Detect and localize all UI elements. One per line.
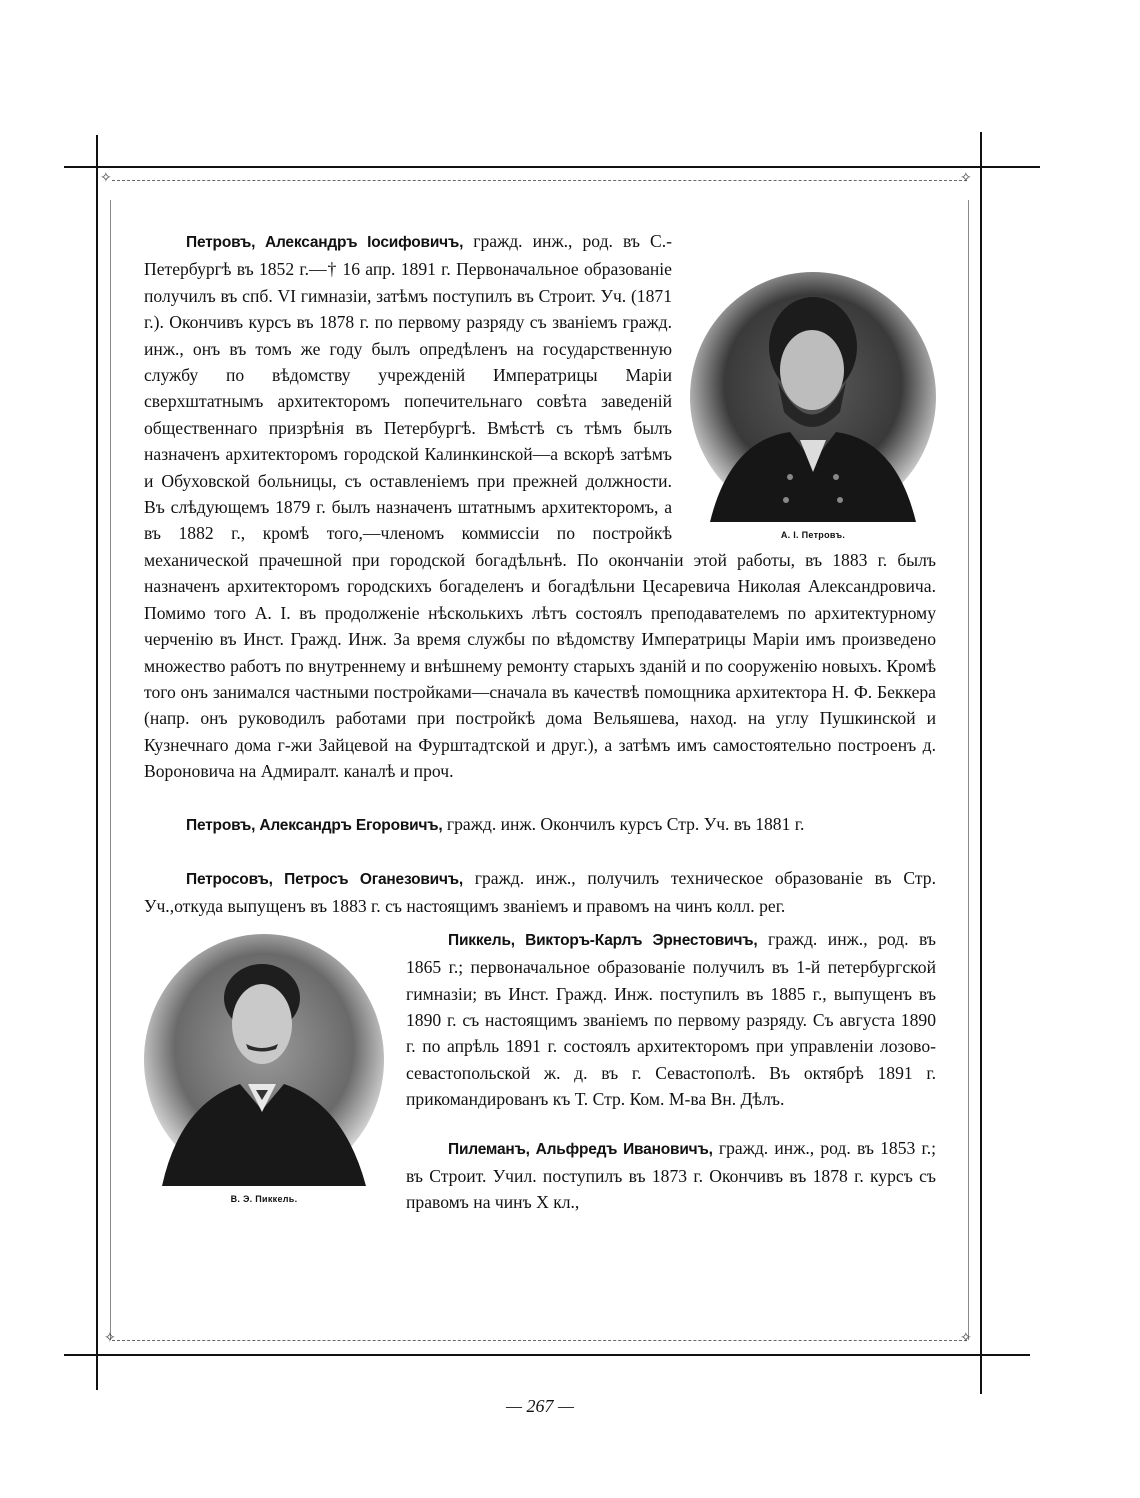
entry-pikkel-text: гражд. инж., род. въ 1865 г.; первоначальное образованіе получилъ въ 1-й петербургской гимназіи; въ Инст. Гражд. Инж. поступилъ въ 1885 г., выпущенъ въ 1890 г. съ настоящимъ званіемъ по первому разряду. Съ августа 1890 г. по апрѣль 1891 г. состоялъ архитекторомъ при управленіи лозово-севастопольской ж. д. въ г. Севастополѣ. Въ октябрѣ 1891 г. прикомандированъ къ Т. Стр. Ком. М-ва Вн. Дѣлъ.	[406, 928, 936, 1110]
frame-top-dashed	[112, 180, 967, 181]
frame-top-rule	[64, 166, 1040, 168]
corner-ornament-top-left: ✧	[100, 171, 112, 186]
entry-petrov-ai-text: гражд. инж., род. въ С.-Петербургѣ въ 1852 г.—† 16 апр. 1891 г. Первоначальное образованіе получилъ въ спб. VI гимназіи, затѣмъ поступилъ въ Строит. Уч. (1871 г.). Окончивъ курсъ въ 1878 г. по первому разряду съ званіемъ гражд. инж., онъ въ томъ же году былъ опредѣленъ на государственную службу по вѣдомству учрежденій Императрицы Маріи сверхштатнымъ архитекторомъ попечительнаго совѣта заведеній общественнаго призрѣнія въ Петербургѣ. Вмѣстѣ съ тѣмъ былъ назначенъ архитекторомъ городской Калинкинской—а вскорѣ затѣмъ и Обуховской больницы, съ оставленіемъ при прежней должности. Въ слѣдующемъ 1879 г. былъ назначенъ штатнымъ архитекторомъ, а въ 1882 г., кромѣ того,—членомъ коммиссіи по постройкѣ механической прачешной при городской богадѣльнѣ. По окончаніи этой работы, въ 1883 г. былъ назначенъ архитекторомъ городскихъ богаделенъ и богадѣльни Цесаревича Николая Александровича. Помимо того А. І. въ продолженіе нѣсколькихъ лѣтъ состоялъ преподавателемъ по архитектурному черченію въ Инст. Гражд. Инж. За время службы по вѣдомству Императрицы Маріи имъ произведено множество работъ по внутреннему и внѣшнему ремонту старыхъ зданій и по сооруженію новыхъ. Кромѣ того онъ занимался частными постройками—сначала въ качествѣ помощника архитектора Н. Ф. Беккера (напр. онъ руководилъ работами при постройкѣ дома Вельяшева, наход. на углу Пушкинской и Кузнечнаго дома г-жи Зайцевой на Фурштадтской и друг.), а затѣмъ имъ самостоятельно построенъ д. Вороновича на Адмиралт. каналѣ и проч.	[144, 231, 936, 782]
page-content	[144, 228, 936, 1216]
portrait-pikkel-image	[144, 934, 384, 1186]
frame-inner-right	[968, 200, 969, 1340]
portrait-pikkel	[144, 934, 384, 1206]
entry-pileman-text: гражд. инж., род. въ 1853 г.; въ Строит. Учил. поступилъ въ 1873 г. Окончивъ въ 1878 г. курсъ съ правомъ на чинъ X кл.,	[406, 1137, 936, 1213]
corner-ornament-bottom-left: ✧	[104, 1331, 116, 1346]
entry-petrov-ae-name: Петровъ, Александръ Егоровичъ,	[186, 816, 443, 834]
corner-ornament-top-right: ✧	[960, 171, 972, 186]
portrait-petrov-caption: А. І. Петровъ.	[780, 530, 846, 540]
portrait-petrov	[690, 272, 936, 542]
portrait-pikkel-caption: В. Э. Пиккель.	[230, 1193, 298, 1204]
entry-petrosov-name: Петросовъ, Петросъ Оганезовичъ,	[186, 870, 464, 888]
frame-inner-left	[110, 200, 111, 1340]
portrait-petrov-image	[690, 272, 936, 522]
entry-petrov-ae	[144, 811, 936, 839]
entry-pileman-name: Пилеманъ, Альфредъ Ивановичъ,	[448, 1140, 713, 1158]
frame-bottom-rule	[64, 1354, 1030, 1356]
frame-right-vertical	[980, 132, 982, 1394]
entry-petrov-ai-name: Петровъ, Александръ Іосифовичъ,	[186, 234, 464, 251]
entry-petrov-ae-text: гражд. инж. Окончилъ курсъ Стр. Уч. въ 1881 г.	[442, 813, 805, 834]
entry-pikkel-name: Пиккель, Викторъ-Карлъ Эрнестовичъ,	[448, 931, 758, 949]
corner-ornament-bottom-right: ✧	[960, 1331, 972, 1346]
entry-petrosov	[144, 865, 936, 920]
page-number: — 267 —	[505, 1396, 574, 1416]
frame-left-vertical	[96, 135, 98, 1390]
entry-petrosov-text: гражд. инж., получилъ техническое образованіе въ Стр. Уч.,откуда выпущенъ въ 1883 г. съ настоящимъ званіемъ и правомъ на чинъ колл. рег.	[144, 867, 936, 917]
frame-bottom-dashed	[112, 1340, 967, 1341]
